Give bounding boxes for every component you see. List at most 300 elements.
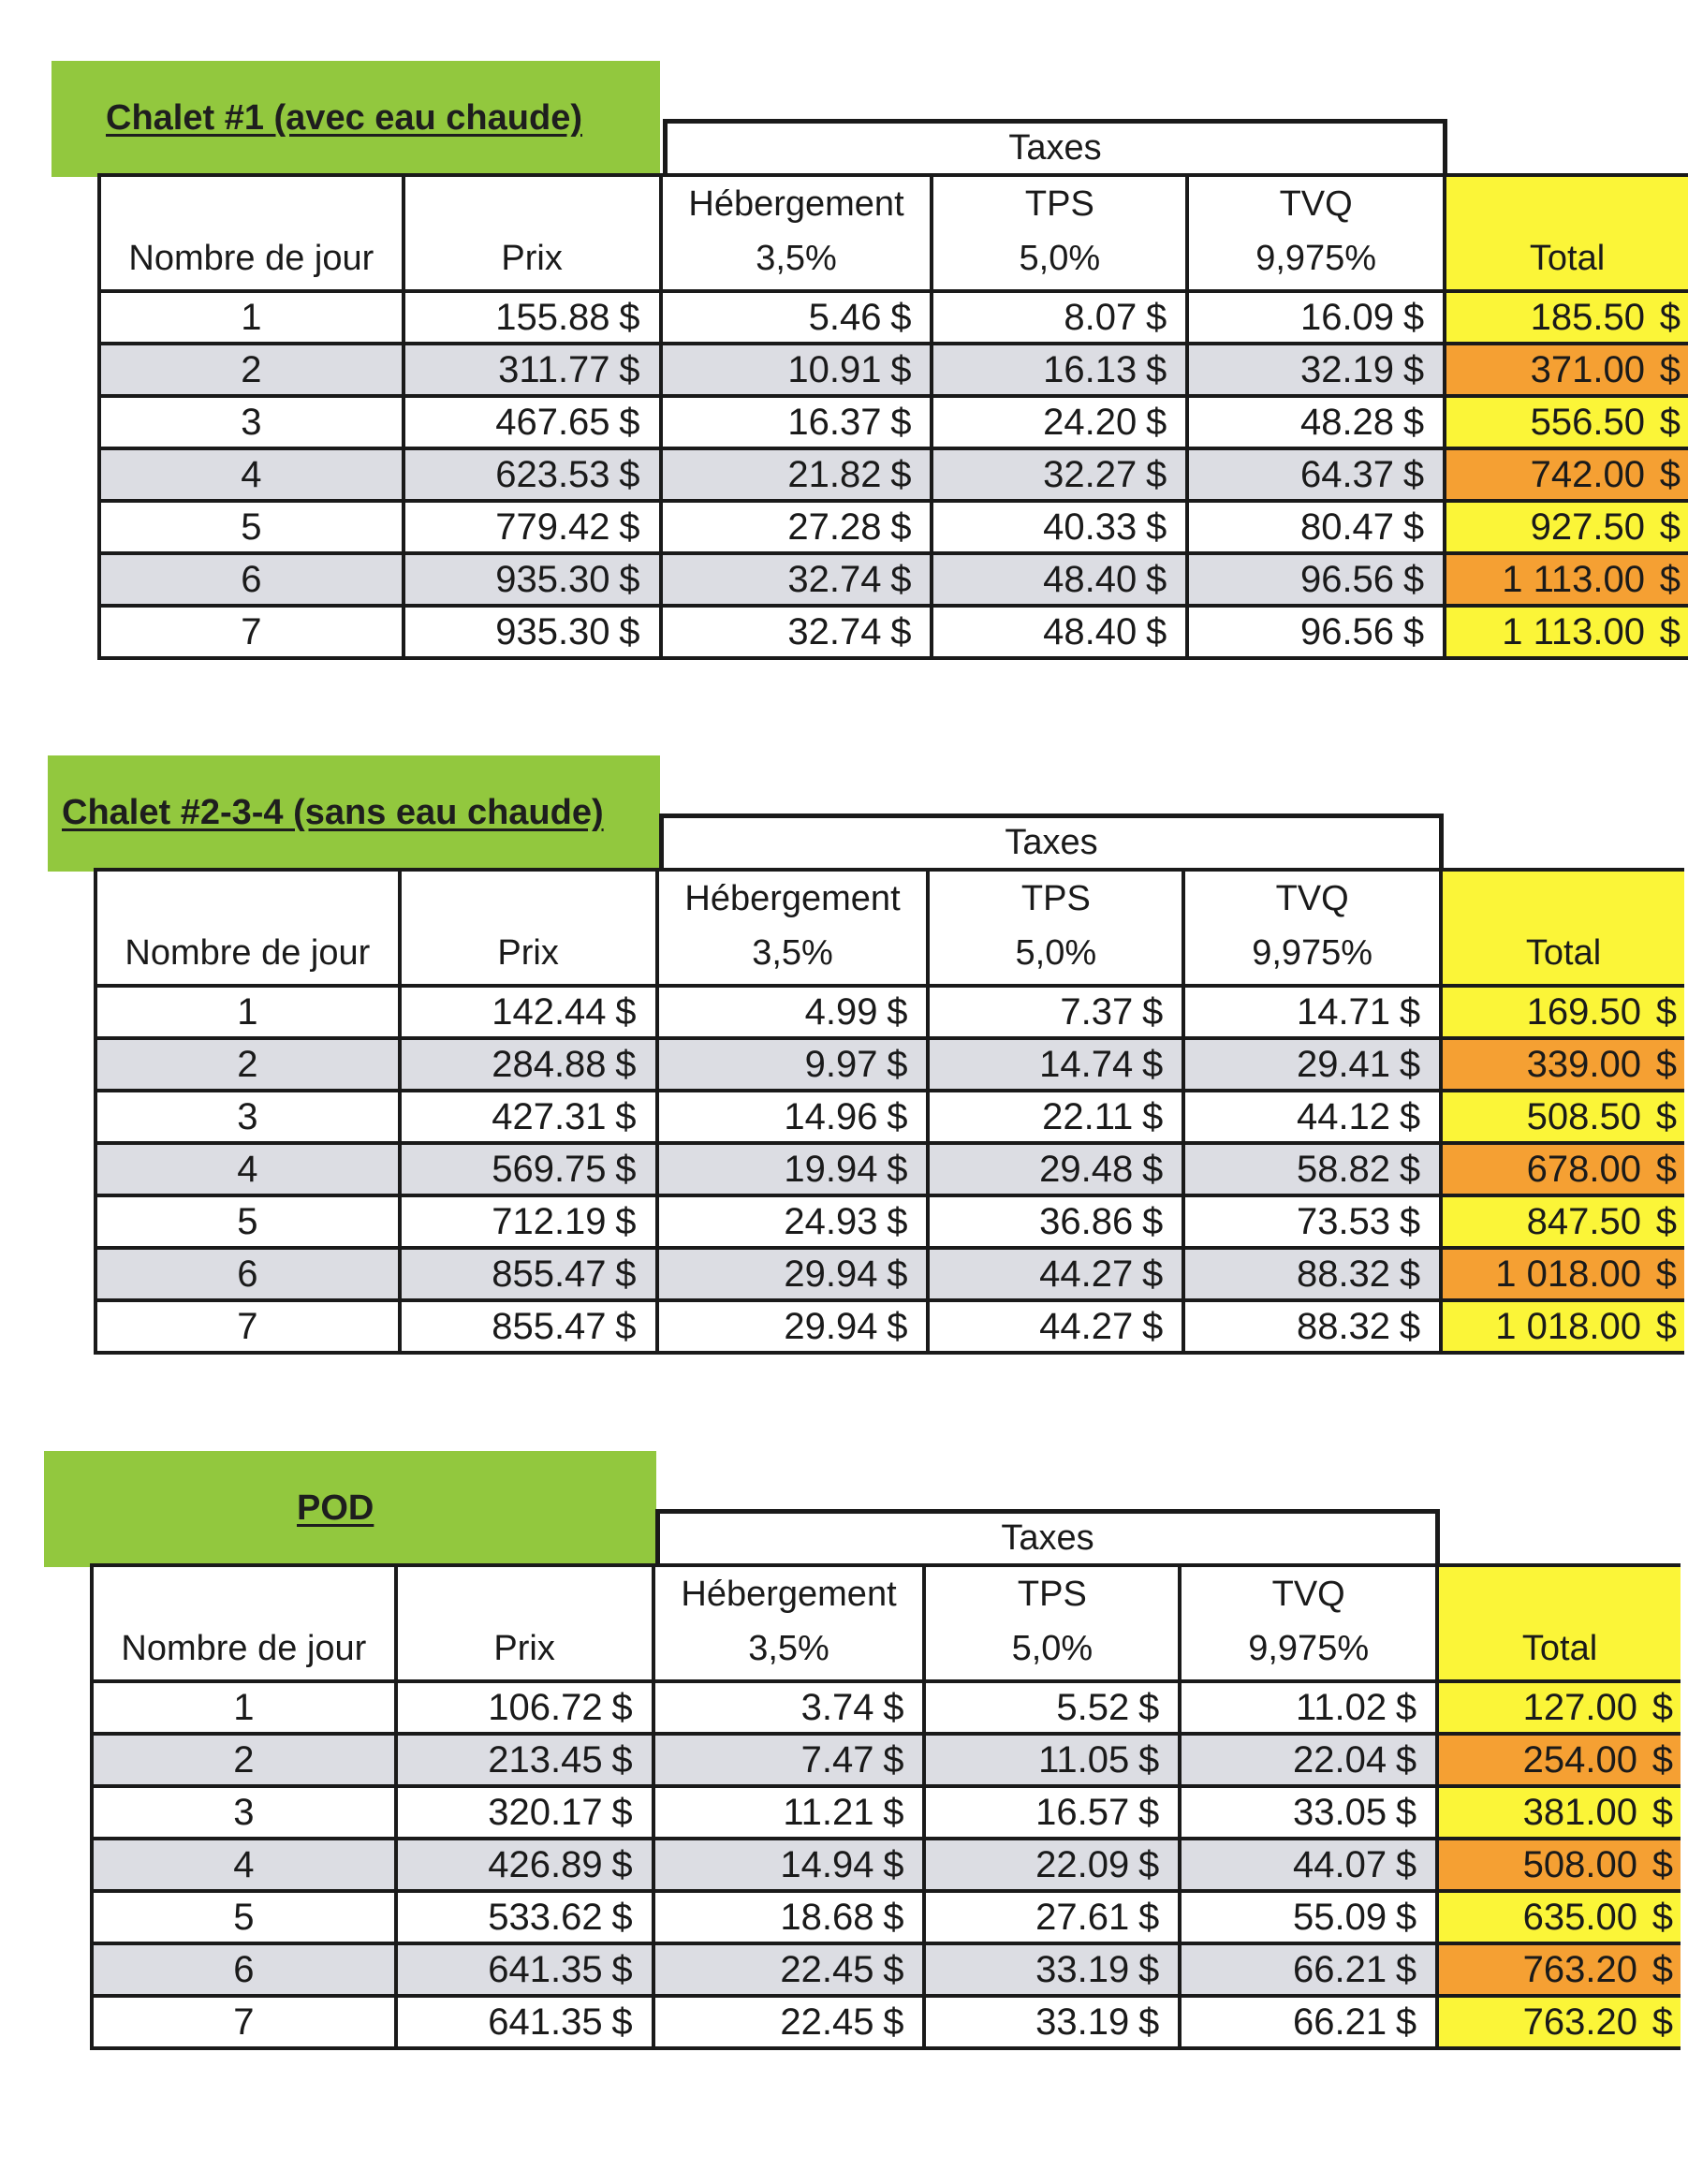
cell-lodging [657, 1038, 929, 1091]
cell-total [1437, 1996, 1681, 2048]
currency-symbol: $ [1138, 1843, 1160, 1885]
header-tps [928, 870, 1183, 986]
cell-tvq-value: 96.56 [1299, 558, 1395, 600]
currency-symbol: $ [1138, 2001, 1160, 2043]
cell-price-value: 284.88 [492, 1043, 607, 1085]
cell-lodging [653, 1996, 925, 2048]
cell-total-value: 763.20 [1522, 1948, 1637, 1990]
table-header-row [95, 870, 1684, 986]
cell-tvq-value: 22.04 [1292, 1738, 1387, 1781]
cell-tvq [1180, 1839, 1437, 1891]
cell-lodging-value: 5.46 [808, 296, 882, 338]
cell-tps-value: 48.40 [1043, 610, 1138, 652]
cell-tvq [1187, 344, 1445, 396]
section-title-banner [48, 755, 660, 872]
header-tvq-label: TVQ [1275, 879, 1349, 918]
table-row [92, 1996, 1681, 2048]
cell-price [404, 344, 661, 396]
currency-symbol: $ [890, 296, 912, 338]
currency-symbol: $ [883, 1738, 904, 1781]
cell-lodging [653, 1891, 925, 1943]
header-lodging-label: Hébergement [681, 1575, 897, 1614]
cell-price-value: 779.42 [495, 506, 610, 548]
currency-symbol: $ [615, 1200, 637, 1242]
header-total [1437, 1565, 1681, 1681]
cell-tvq-value: 44.12 [1296, 1095, 1391, 1137]
currency-symbol: $ [1395, 1791, 1417, 1833]
table-row [99, 501, 1688, 553]
cell-days: 3 [92, 1786, 396, 1839]
currency-symbol: $ [883, 1948, 904, 1990]
cell-tvq-value: 66.21 [1292, 1948, 1387, 1990]
cell-tps-value: 32.27 [1043, 453, 1138, 495]
cell-tps [928, 1248, 1183, 1300]
header-tps-label: 5,0% [1019, 239, 1101, 278]
currency-symbol: $ [887, 1200, 908, 1242]
cell-total [1445, 501, 1688, 553]
cell-tps-value: 22.09 [1035, 1843, 1130, 1885]
currency-symbol: $ [1655, 1200, 1677, 1242]
cell-tps-value: 27.61 [1035, 1896, 1130, 1938]
currency-symbol: $ [1138, 1896, 1160, 1938]
cell-tps [928, 1195, 1183, 1248]
cell-tvq [1183, 1143, 1441, 1195]
header-lodging [657, 870, 929, 986]
currency-symbol: $ [1402, 610, 1425, 652]
currency-symbol: $ [611, 1896, 633, 1938]
cell-tvq-value: 32.19 [1299, 348, 1395, 390]
cell-tps-value: 44.27 [1039, 1253, 1134, 1295]
cell-tps-value: 14.74 [1039, 1043, 1134, 1085]
currency-symbol: $ [615, 1305, 637, 1347]
cell-lodging [657, 1248, 929, 1300]
cell-total-value: 508.00 [1522, 1843, 1637, 1885]
cell-lodging [653, 1681, 925, 1734]
cell-tvq [1187, 448, 1445, 501]
currency-symbol: $ [1402, 558, 1425, 600]
currency-symbol: $ [1659, 506, 1681, 548]
currency-symbol: $ [1395, 1843, 1417, 1885]
cell-tvq [1180, 1891, 1437, 1943]
cell-total-value: 1 113.00 [1502, 558, 1645, 600]
currency-symbol: $ [890, 558, 912, 600]
rate-table [94, 868, 1684, 1355]
cell-lodging [661, 501, 932, 553]
cell-price-value: 142.44 [492, 990, 607, 1033]
currency-symbol: $ [1146, 558, 1167, 600]
currency-symbol: $ [1142, 1305, 1164, 1347]
cell-tps-value: 22.11 [1042, 1095, 1134, 1137]
header-days [99, 175, 404, 291]
header-price [396, 1565, 653, 1681]
currency-symbol: $ [1655, 1253, 1677, 1295]
currency-symbol: $ [1651, 1738, 1673, 1781]
currency-symbol: $ [1399, 990, 1421, 1033]
cell-price [396, 1734, 653, 1786]
cell-lodging-value: 22.45 [780, 1948, 874, 1990]
cell-days: 4 [92, 1839, 396, 1891]
cell-tps-value: 48.40 [1043, 558, 1138, 600]
cell-lodging [653, 1786, 925, 1839]
cell-total [1441, 1300, 1684, 1353]
currency-symbol: $ [611, 1843, 633, 1885]
cell-lodging-value: 29.94 [784, 1253, 878, 1295]
header-lodging [661, 175, 932, 291]
cell-tvq-value: 44.07 [1292, 1843, 1387, 1885]
cell-tps-value: 36.86 [1039, 1200, 1134, 1242]
cell-tvq [1187, 501, 1445, 553]
cell-tps-value: 16.13 [1043, 348, 1138, 390]
header-tvq [1180, 1565, 1437, 1681]
header-tps-label: TPS [1020, 879, 1091, 918]
cell-days: 5 [92, 1891, 396, 1943]
cell-lodging-value: 18.68 [780, 1896, 874, 1938]
cell-days: 1 [92, 1681, 396, 1734]
header-tvq-label: 9,975% [1255, 239, 1377, 278]
cell-lodging-value: 19.94 [784, 1148, 878, 1190]
header-lodging-label: Hébergement [688, 184, 904, 224]
rate-table [90, 1563, 1681, 2050]
cell-days: 5 [95, 1195, 400, 1248]
cell-tps [928, 986, 1183, 1038]
cell-tps-value: 40.33 [1043, 506, 1138, 548]
cell-lodging-value: 29.94 [784, 1305, 878, 1347]
currency-symbol: $ [1651, 1948, 1673, 1990]
cell-price-value: 533.62 [488, 1896, 603, 1938]
currency-symbol: $ [887, 1305, 908, 1347]
header-tvq [1187, 175, 1445, 291]
currency-symbol: $ [1399, 1305, 1421, 1347]
cell-price-value: 155.88 [495, 296, 610, 338]
cell-days: 1 [95, 986, 400, 1038]
cell-price-value: 467.65 [495, 401, 610, 443]
currency-symbol: $ [890, 453, 912, 495]
cell-price-value: 855.47 [492, 1305, 607, 1347]
cell-total-value: 339.00 [1526, 1043, 1641, 1085]
cell-price [404, 501, 661, 553]
cell-days: 2 [92, 1734, 396, 1786]
currency-symbol: $ [1651, 1896, 1673, 1938]
cell-price [396, 1891, 653, 1943]
header-lodging-label: 3,5% [752, 933, 833, 973]
currency-symbol: $ [1142, 1095, 1164, 1137]
header-price [404, 175, 661, 291]
header-days-label: Nombre de jour [128, 239, 374, 278]
cell-lodging-value: 16.37 [787, 401, 882, 443]
currency-symbol: $ [1142, 990, 1164, 1033]
table-row [95, 1300, 1684, 1353]
currency-symbol: $ [615, 1043, 637, 1085]
currency-symbol: $ [1395, 2001, 1417, 2043]
cell-total-value: 1 018.00 [1495, 1305, 1641, 1347]
cell-lodging-value: 32.74 [787, 610, 882, 652]
currency-symbol: $ [1655, 990, 1677, 1033]
cell-days: 2 [95, 1038, 400, 1091]
cell-tps-value: 5.52 [1056, 1686, 1130, 1728]
currency-symbol: $ [1395, 1686, 1417, 1728]
table-row [95, 1195, 1684, 1248]
cell-price-value: 569.75 [492, 1148, 607, 1190]
currency-symbol: $ [1659, 558, 1681, 600]
table-header-row [99, 175, 1688, 291]
header-tps-label: TPS [1017, 1575, 1087, 1614]
cell-tvq-value: 66.21 [1292, 2001, 1387, 2043]
table-row [95, 1038, 1684, 1091]
cell-price-value: 641.35 [488, 1948, 603, 1990]
cell-tps-value: 16.57 [1035, 1791, 1130, 1833]
currency-symbol: $ [615, 1253, 637, 1295]
table-row [95, 1091, 1684, 1143]
header-tvq-label: 9,975% [1248, 1629, 1370, 1668]
currency-symbol: $ [619, 401, 640, 443]
cell-days: 6 [95, 1248, 400, 1300]
header-tps [932, 175, 1187, 291]
section-title-banner [51, 61, 660, 177]
currency-symbol: $ [1399, 1095, 1421, 1137]
cell-tps-value: 11.05 [1038, 1738, 1130, 1781]
header-tps-label: 5,0% [1011, 1629, 1094, 1668]
cell-days: 6 [92, 1943, 396, 1996]
cell-lodging [661, 448, 932, 501]
currency-symbol: $ [611, 1686, 633, 1728]
cell-lodging [657, 1091, 929, 1143]
taxes-header: Taxes [659, 814, 1444, 868]
currency-symbol: $ [890, 401, 912, 443]
cell-tvq [1183, 986, 1441, 1038]
table-header-row [92, 1565, 1681, 1681]
cell-lodging-value: 14.94 [780, 1843, 874, 1885]
cell-tvq [1180, 1786, 1437, 1839]
cell-price-value: 426.89 [488, 1843, 603, 1885]
cell-lodging [653, 1734, 925, 1786]
table-row [99, 344, 1688, 396]
currency-symbol: $ [1651, 1791, 1673, 1833]
table-row [92, 1839, 1681, 1891]
cell-total [1441, 1091, 1684, 1143]
table-row [92, 1786, 1681, 1839]
header-tps-label: TPS [1024, 184, 1094, 224]
currency-symbol: $ [619, 506, 640, 548]
cell-tvq-value: 64.37 [1299, 453, 1395, 495]
currency-symbol: $ [1395, 1738, 1417, 1781]
currency-symbol: $ [1146, 610, 1167, 652]
currency-symbol: $ [611, 1791, 633, 1833]
cell-total [1437, 1891, 1681, 1943]
currency-symbol: $ [1402, 453, 1425, 495]
cell-tps [928, 1038, 1183, 1091]
cell-tps [924, 1996, 1180, 2048]
cell-tps-value: 33.19 [1035, 1948, 1130, 1990]
cell-lodging [653, 1839, 925, 1891]
header-total-label: Total [1525, 933, 1602, 973]
cell-tps [924, 1839, 1180, 1891]
table-row [95, 986, 1684, 1038]
header-tvq-label: TVQ [1279, 184, 1353, 224]
rate-section-pod [0, 1451, 1681, 2125]
currency-symbol: $ [883, 1843, 904, 1885]
cell-lodging [661, 291, 932, 344]
cell-total [1441, 1248, 1684, 1300]
cell-tvq [1180, 1943, 1437, 1996]
cell-tvq [1183, 1300, 1441, 1353]
cell-tps [932, 344, 1187, 396]
cell-price-value: 935.30 [495, 558, 610, 600]
cell-tvq [1183, 1038, 1441, 1091]
cell-lodging [661, 553, 932, 606]
cell-total-value: 678.00 [1526, 1148, 1641, 1190]
currency-symbol: $ [615, 1148, 637, 1190]
currency-symbol: $ [1395, 1948, 1417, 1990]
currency-symbol: $ [1142, 1148, 1164, 1190]
cell-days: 5 [99, 501, 404, 553]
cell-price-value: 311.77 [498, 348, 610, 390]
header-total [1445, 175, 1688, 291]
currency-symbol: $ [619, 296, 640, 338]
currency-symbol: $ [611, 1948, 633, 1990]
rate-section-chalet-2-3-4 [0, 755, 1684, 1429]
cell-tvq-value: 73.53 [1296, 1200, 1391, 1242]
currency-symbol: $ [1138, 1738, 1160, 1781]
cell-tps [924, 1943, 1180, 1996]
header-lodging-label: 3,5% [748, 1629, 829, 1668]
cell-tvq-value: 33.05 [1292, 1791, 1387, 1833]
cell-total [1445, 291, 1688, 344]
cell-tvq [1183, 1195, 1441, 1248]
cell-tvq [1187, 553, 1445, 606]
currency-symbol: $ [883, 1791, 904, 1833]
currency-symbol: $ [615, 990, 637, 1033]
cell-total-value: 1 113.00 [1502, 610, 1645, 652]
cell-days: 1 [99, 291, 404, 344]
rate-table [97, 173, 1688, 660]
currency-symbol: $ [887, 1043, 908, 1085]
header-lodging-label: Hébergement [684, 879, 901, 918]
table-row [99, 396, 1688, 448]
cell-tps [932, 396, 1187, 448]
cell-lodging [657, 1300, 929, 1353]
table-row [99, 553, 1688, 606]
currency-symbol: $ [1402, 401, 1425, 443]
cell-price [400, 1038, 657, 1091]
cell-total [1441, 1195, 1684, 1248]
cell-total-value: 742.00 [1530, 453, 1645, 495]
header-price-label: Prix [497, 933, 559, 973]
currency-symbol: $ [883, 2001, 904, 2043]
cell-price-value: 935.30 [495, 610, 610, 652]
currency-symbol: $ [1655, 1043, 1677, 1085]
cell-price-value: 855.47 [492, 1253, 607, 1295]
header-lodging-label: 3,5% [756, 239, 837, 278]
header-price-label: Prix [501, 239, 563, 278]
cell-days: 3 [95, 1091, 400, 1143]
table-row [95, 1143, 1684, 1195]
cell-days: 2 [99, 344, 404, 396]
cell-days: 6 [99, 553, 404, 606]
table-row [99, 606, 1688, 658]
cell-tps-value: 44.27 [1039, 1305, 1134, 1347]
currency-symbol: $ [1659, 348, 1681, 390]
cell-total [1437, 1681, 1681, 1734]
currency-symbol: $ [1659, 610, 1681, 652]
currency-symbol: $ [1138, 1686, 1160, 1728]
cell-tvq-value: 16.09 [1299, 296, 1395, 338]
currency-symbol: $ [1651, 2001, 1673, 2043]
currency-symbol: $ [890, 610, 912, 652]
currency-symbol: $ [611, 2001, 633, 2043]
cell-price-value: 106.72 [488, 1686, 603, 1728]
currency-symbol: $ [1655, 1095, 1677, 1137]
cell-price [400, 1248, 657, 1300]
cell-tvq-value: 96.56 [1299, 610, 1395, 652]
currency-symbol: $ [1138, 1948, 1160, 1990]
header-price-label: Prix [493, 1629, 555, 1668]
cell-tvq [1180, 1996, 1437, 2048]
currency-symbol: $ [619, 558, 640, 600]
cell-tps [924, 1786, 1180, 1839]
cell-tvq [1183, 1091, 1441, 1143]
cell-days: 7 [95, 1300, 400, 1353]
cell-tps-value: 33.19 [1035, 2001, 1130, 2043]
currency-symbol: $ [1146, 296, 1167, 338]
cell-price [404, 291, 661, 344]
taxes-header: Taxes [663, 119, 1447, 173]
cell-price-value: 213.45 [488, 1738, 603, 1781]
table-row [95, 1248, 1684, 1300]
cell-lodging [657, 986, 929, 1038]
currency-symbol: $ [890, 506, 912, 548]
currency-symbol: $ [1659, 401, 1681, 443]
cell-lodging [657, 1195, 929, 1248]
cell-total-value: 763.20 [1522, 2001, 1637, 2043]
cell-total [1441, 1143, 1684, 1195]
cell-price-value: 641.35 [488, 2001, 603, 2043]
cell-days: 4 [95, 1143, 400, 1195]
cell-price [404, 606, 661, 658]
cell-total [1441, 986, 1684, 1038]
cell-tvq-value: 11.02 [1295, 1686, 1387, 1728]
header-days [92, 1565, 396, 1681]
cell-tvq [1187, 396, 1445, 448]
cell-price [400, 1300, 657, 1353]
currency-symbol: $ [887, 1253, 908, 1295]
cell-total [1445, 448, 1688, 501]
cell-price-value: 427.31 [492, 1095, 607, 1137]
currency-symbol: $ [1399, 1253, 1421, 1295]
table-row [92, 1734, 1681, 1786]
cell-price-value: 320.17 [488, 1791, 603, 1833]
cell-tvq-value: 88.32 [1296, 1253, 1391, 1295]
cell-lodging-value: 27.28 [787, 506, 882, 548]
cell-total-value: 185.50 [1530, 296, 1645, 338]
cell-lodging-value: 22.45 [780, 2001, 874, 2043]
cell-price [404, 396, 661, 448]
cell-total-value: 635.00 [1522, 1896, 1637, 1938]
cell-total [1445, 606, 1688, 658]
cell-total-value: 371.00 [1530, 348, 1645, 390]
currency-symbol: $ [1395, 1896, 1417, 1938]
cell-total-value: 127.00 [1522, 1686, 1637, 1728]
cell-lodging [653, 1943, 925, 1996]
cell-total [1437, 1943, 1681, 1996]
cell-tps-value: 29.48 [1039, 1148, 1134, 1190]
currency-symbol: $ [619, 348, 640, 390]
cell-lodging-value: 24.93 [784, 1200, 878, 1242]
cell-tvq [1183, 1248, 1441, 1300]
cell-total [1445, 553, 1688, 606]
currency-symbol: $ [1402, 296, 1425, 338]
cell-total [1437, 1839, 1681, 1891]
cell-total-value: 169.50 [1526, 990, 1641, 1033]
